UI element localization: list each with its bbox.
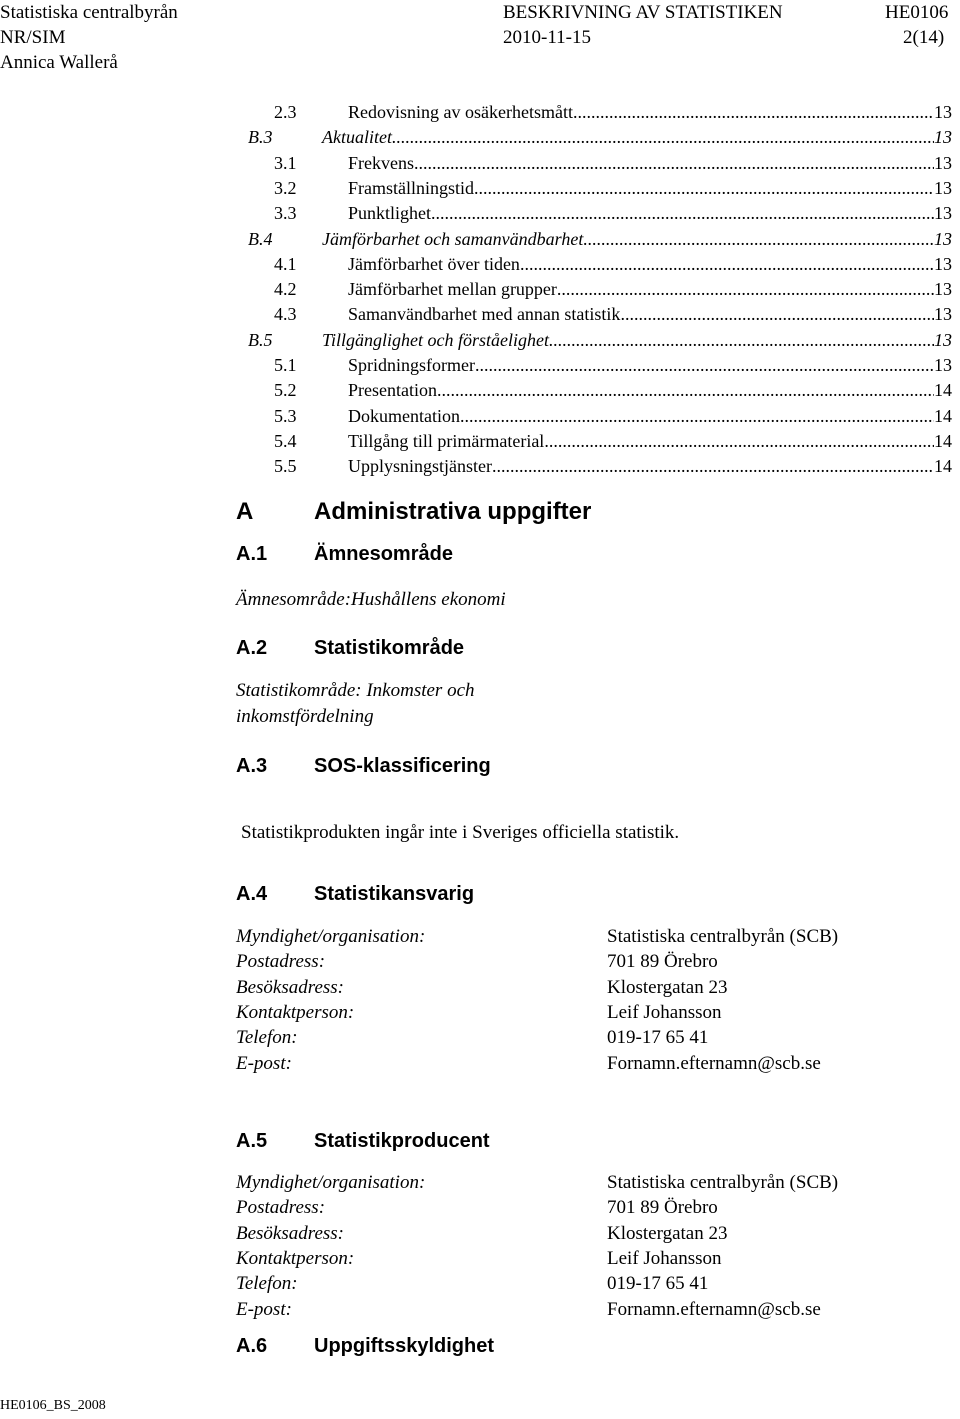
contact-label: Postadress: (236, 1197, 326, 1219)
toc-leader-dots (392, 125, 934, 150)
toc-leader-dots (492, 454, 934, 479)
toc-entry[interactable] (248, 328, 952, 353)
a3-text: Statistikprodukten ingår inte i Sveriges officiella statistik. (241, 822, 680, 843)
toc-entry-number: 3.1 (274, 152, 297, 173)
toc-entry-number: B.3 (248, 127, 273, 148)
section-a-title: Administrativa uppgifter (314, 498, 592, 525)
header-doc-type: BESKRIVNING AV STATISTIKEN (503, 2, 783, 23)
toc-leader-dots (460, 404, 934, 429)
toc-entry-title: Aktualitet (322, 127, 392, 148)
toc-entry-number: 5.3 (274, 405, 297, 426)
toc-entry[interactable] (274, 176, 952, 201)
toc-leader-dots (583, 227, 934, 252)
toc-entry[interactable] (274, 100, 952, 125)
toc-entry-title: Spridningsformer (348, 355, 475, 375)
section-a-num: A (236, 498, 254, 525)
contact-value: Statistiska centralbyrån (SCB) (607, 1172, 839, 1193)
contact-label: Kontaktperson: (236, 1247, 355, 1269)
toc-entry-page: 13 (934, 228, 952, 249)
toc-entry-title: Upplysningstjänster (348, 456, 492, 477)
a6-title: Uppgiftsskyldighet (314, 1335, 495, 1357)
toc-entry-title: Redovisning av osäkerhetsmått (348, 102, 573, 122)
contact-label: Telefon: (236, 1273, 298, 1295)
a1-title: Ämnesområde (314, 543, 453, 565)
toc-entry-number: 5.1 (274, 355, 297, 375)
header-date: 2010-11-15 (503, 27, 591, 48)
contact-label: Myndighet/organisation: (236, 1172, 426, 1193)
toc-entry[interactable] (274, 151, 952, 176)
toc-entry[interactable] (274, 454, 952, 479)
toc-leader-dots (549, 328, 934, 353)
toc-entry-title: Jämförbarhet och samanvändbarhet (322, 228, 584, 249)
toc-entry-title: Jämförbarhet över tiden (348, 253, 520, 274)
toc-entry-page: 13 (934, 253, 952, 274)
contact-label: E-post: (236, 1052, 292, 1074)
toc-entry-page: 13 (934, 279, 952, 300)
contact-value: 701 89 Örebro (607, 951, 718, 973)
contact-label: Myndighet/organisation: (236, 926, 426, 947)
toc-entry[interactable] (274, 277, 952, 302)
toc-entry-title: Presentation (348, 380, 437, 401)
toc-entry-number: 4.3 (274, 304, 297, 325)
contact-value: Klostergatan 23 (607, 1222, 728, 1244)
toc-entry[interactable] (274, 201, 952, 226)
toc-entry-title: Samanvändbarhet med annan statistik (348, 304, 621, 325)
toc-entry-number: B.5 (248, 329, 273, 350)
toc-entry-number: 4.2 (274, 279, 297, 300)
toc-entry-page: 13 (934, 152, 952, 173)
contact-value: 019-17 65 41 (607, 1273, 709, 1295)
toc-entry-page: 13 (934, 355, 952, 375)
toc-entry-page: 14 (934, 456, 952, 477)
toc-entry-number: B.4 (248, 228, 273, 249)
toc-leader-dots (437, 378, 934, 403)
toc-entry-page: 13 (934, 329, 952, 350)
toc-entry-number: 3.3 (274, 203, 297, 224)
a6-num: A.6 (236, 1335, 268, 1357)
contact-label: Postadress: (236, 951, 326, 973)
a2-text-line2: inkomstfördelning (236, 706, 374, 727)
contact-value: 701 89 Örebro (607, 1197, 718, 1219)
toc-entry-page: 13 (934, 203, 952, 224)
toc-entry[interactable] (248, 125, 952, 150)
header-unit: NR/SIM (0, 27, 66, 48)
toc-leader-dots (620, 302, 934, 327)
toc-entry-number: 5.5 (274, 456, 297, 477)
contact-value: Statistiska centralbyrån (SCB) (607, 926, 839, 947)
toc-leader-dots (414, 151, 934, 176)
toc-leader-dots (474, 176, 934, 201)
toc-entry-number: 5.4 (274, 430, 297, 451)
toc-entry-number: 4.1 (274, 253, 297, 274)
toc-entry[interactable] (274, 353, 952, 378)
toc-leader-dots (573, 100, 934, 125)
contact-label: E-post: (236, 1298, 292, 1320)
a5-num: A.5 (236, 1130, 268, 1152)
toc-leader-dots (431, 201, 934, 226)
contact-label: Besöksadress: (236, 1222, 344, 1244)
toc-entry[interactable] (274, 429, 952, 454)
contact-value: Leif Johansson (607, 1247, 722, 1269)
toc-leader-dots (520, 252, 934, 277)
header-page: 2(14) (903, 27, 945, 48)
toc-leader-dots (475, 353, 934, 378)
contact-value: 019-17 65 41 (607, 1027, 709, 1049)
toc-entry[interactable] (274, 302, 952, 327)
toc-entry-title: Tillgänglighet och förståelighet (322, 329, 549, 350)
toc-entry-page: 14 (934, 380, 952, 401)
a3-title: SOS-klassificering (314, 755, 491, 777)
toc-entry-number: 5.2 (274, 380, 297, 401)
toc-entry-title: Frekvens (348, 152, 414, 173)
a2-title: Statistikområde (314, 637, 465, 659)
toc-entry-title: Jämförbarhet mellan grupper (348, 279, 557, 300)
header-author: Annica Wallerå (0, 52, 118, 73)
contact-label: Besöksadress: (236, 976, 344, 998)
toc-entry-title: Dokumentation (348, 405, 460, 426)
contact-value: Fornamn.efternamn@scb.se (607, 1052, 821, 1074)
a5-title: Statistikproducent (314, 1130, 490, 1152)
header-org: Statistiska centralbyrån (0, 2, 178, 23)
header-doc-id: HE0106 (885, 2, 949, 23)
toc-entry[interactable] (274, 252, 952, 277)
a1-text: Ämnesområde:Hushållens ekonomi (236, 589, 506, 610)
contact-label: Kontaktperson: (236, 1001, 355, 1023)
toc-entry[interactable] (274, 378, 952, 403)
toc-leader-dots (557, 277, 934, 302)
footer-code: HE0106_BS_2008 (0, 1398, 106, 1413)
toc-leader-dots (544, 429, 934, 454)
contact-label: Telefon: (236, 1027, 298, 1049)
a4-title: Statistikansvarig (314, 883, 475, 905)
toc-entry[interactable] (274, 404, 952, 429)
toc-entry-page: 13 (934, 127, 952, 148)
contact-value: Klostergatan 23 (607, 976, 728, 998)
toc-entry-title: Tillgång till primärmaterial (348, 430, 545, 451)
a2-text-line1: Statistikområde: Inkomster och (236, 680, 475, 701)
a2-num: A.2 (236, 637, 268, 659)
toc-entry-page: 13 (934, 177, 952, 198)
a1-num: A.1 (236, 543, 268, 565)
toc-entry-page: 13 (934, 304, 952, 325)
toc-entry[interactable] (248, 227, 952, 252)
toc-entry-page: 13 (934, 102, 952, 122)
toc-entry-number: 3.2 (274, 177, 297, 198)
a4-num: A.4 (236, 883, 268, 905)
contact-value: Fornamn.efternamn@scb.se (607, 1298, 821, 1320)
contact-value: Leif Johansson (607, 1001, 722, 1023)
toc-entry-page: 14 (934, 430, 952, 451)
toc-entry-number: 2.3 (274, 102, 297, 122)
toc-entry-title: Framställningstid (348, 177, 474, 198)
toc-entry-title: Punktlighet (348, 203, 432, 224)
a3-num: A.3 (236, 755, 268, 777)
toc-entry-page: 14 (934, 405, 952, 426)
